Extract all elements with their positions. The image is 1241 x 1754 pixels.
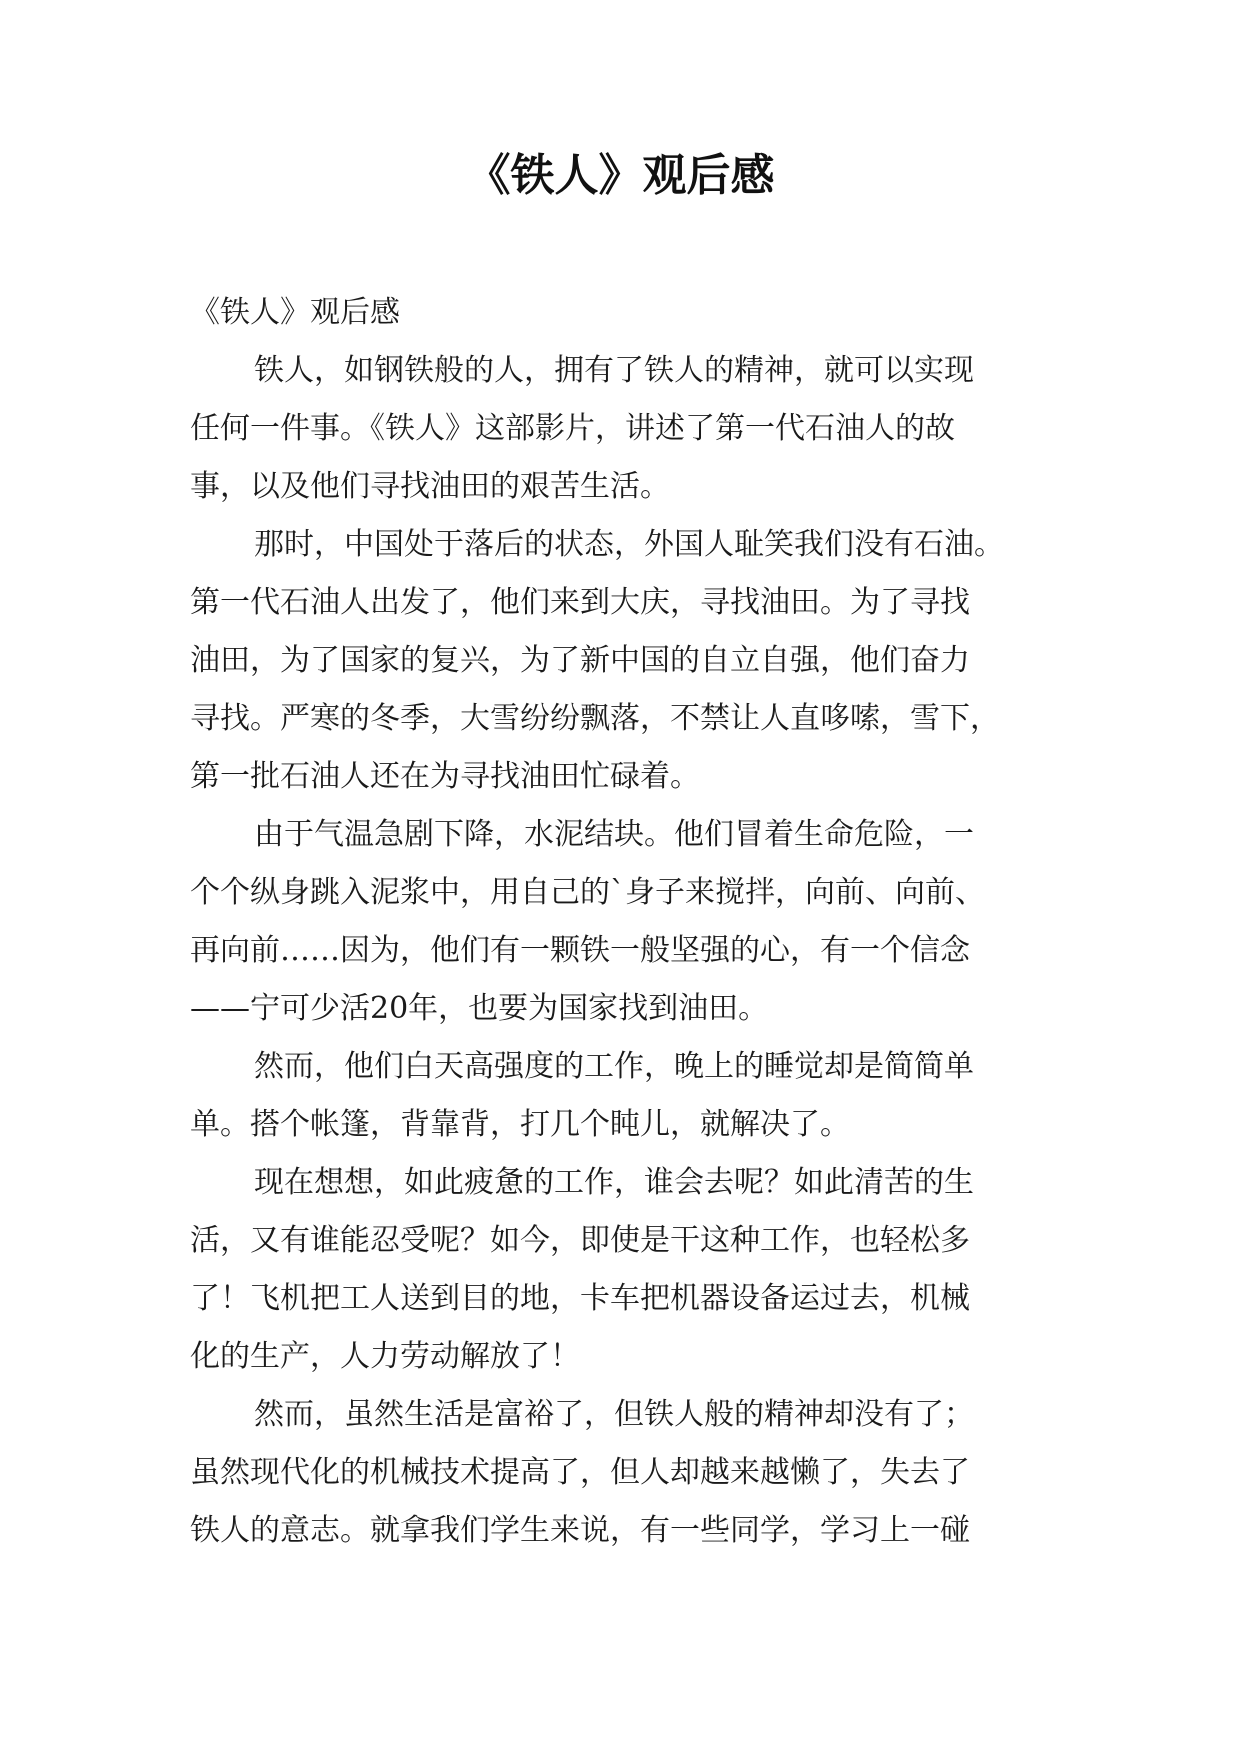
paragraph [190,1386,1050,1560]
paragraph [190,342,1050,516]
paragraph [190,1154,1050,1386]
text-line: 第一批石油人还在为寻找油田忙碌着。 [190,759,700,794]
text-line: 第一代石油人出发了，他们来到大庆，寻找油田。为了寻找 [190,585,970,620]
text-line: 任何一件事。《铁人》这部影片，讲述了第一代石油人的故 [190,411,955,446]
text-line: 那时，中国处于落后的状态，外国人耻笑我们没有石油。 [254,527,1004,562]
text-line: 活，又有谁能忍受呢？如今，即使是干这种工作，也轻松多 [190,1223,970,1258]
text-line: 然而，他们白天高强度的工作，晚上的睡觉却是简简单 [254,1049,974,1084]
text-line: 由于气温急剧下降，水泥结块。他们冒着生命危险，一 [254,817,974,852]
text-line: 个个纵身跳入泥浆中，用自己的`身子来搅拌，向前、向前、 [190,875,985,910]
document-title: 《铁人》观后感 [466,150,775,201]
text-line: 虽然现代化的机械技术提高了，但人却越来越懒了，失去了 [190,1455,970,1490]
document-body [190,284,1050,1560]
text-line: 油田，为了国家的复兴，为了新中国的自立自强，他们奋力 [190,643,970,678]
text-line: 铁人，如钢铁般的人，拥有了铁人的精神，就可以实现 [254,353,974,388]
text-line: 单。搭个帐篷，背靠背，打几个盹儿，就解决了。 [190,1107,850,1142]
text-line: 了！飞机把工人送到目的地，卡车把机器设备运过去，机械 [190,1281,970,1316]
text-line: 现在想想，如此疲惫的工作，谁会去呢？如此清苦的生 [254,1165,974,1200]
paragraph [190,806,1050,1038]
text-line: 再向前……因为，他们有一颗铁一般坚强的心，有一个信念 [190,933,970,968]
text-line: ——宁可少活20年，也要为国家找到油田。 [190,991,769,1026]
text-line: 铁人的意志。就拿我们学生来说，有一些同学，学习上一碰 [190,1513,970,1548]
text-line: 寻找。严寒的冬季，大雪纷纷飘落，不禁让人直哆嗦，雪下， [190,701,1000,736]
document-subtitle: 《铁人》观后感 [190,295,400,330]
paragraph [190,516,1050,806]
text-line: 然而，虽然生活是富裕了，但铁人般的精神却没有了； [254,1397,974,1432]
text-line: 化的生产，人力劳动解放了！ [190,1339,580,1374]
paragraph [190,1038,1050,1154]
text-line: 事，以及他们寻找油田的艰苦生活。 [190,469,670,504]
